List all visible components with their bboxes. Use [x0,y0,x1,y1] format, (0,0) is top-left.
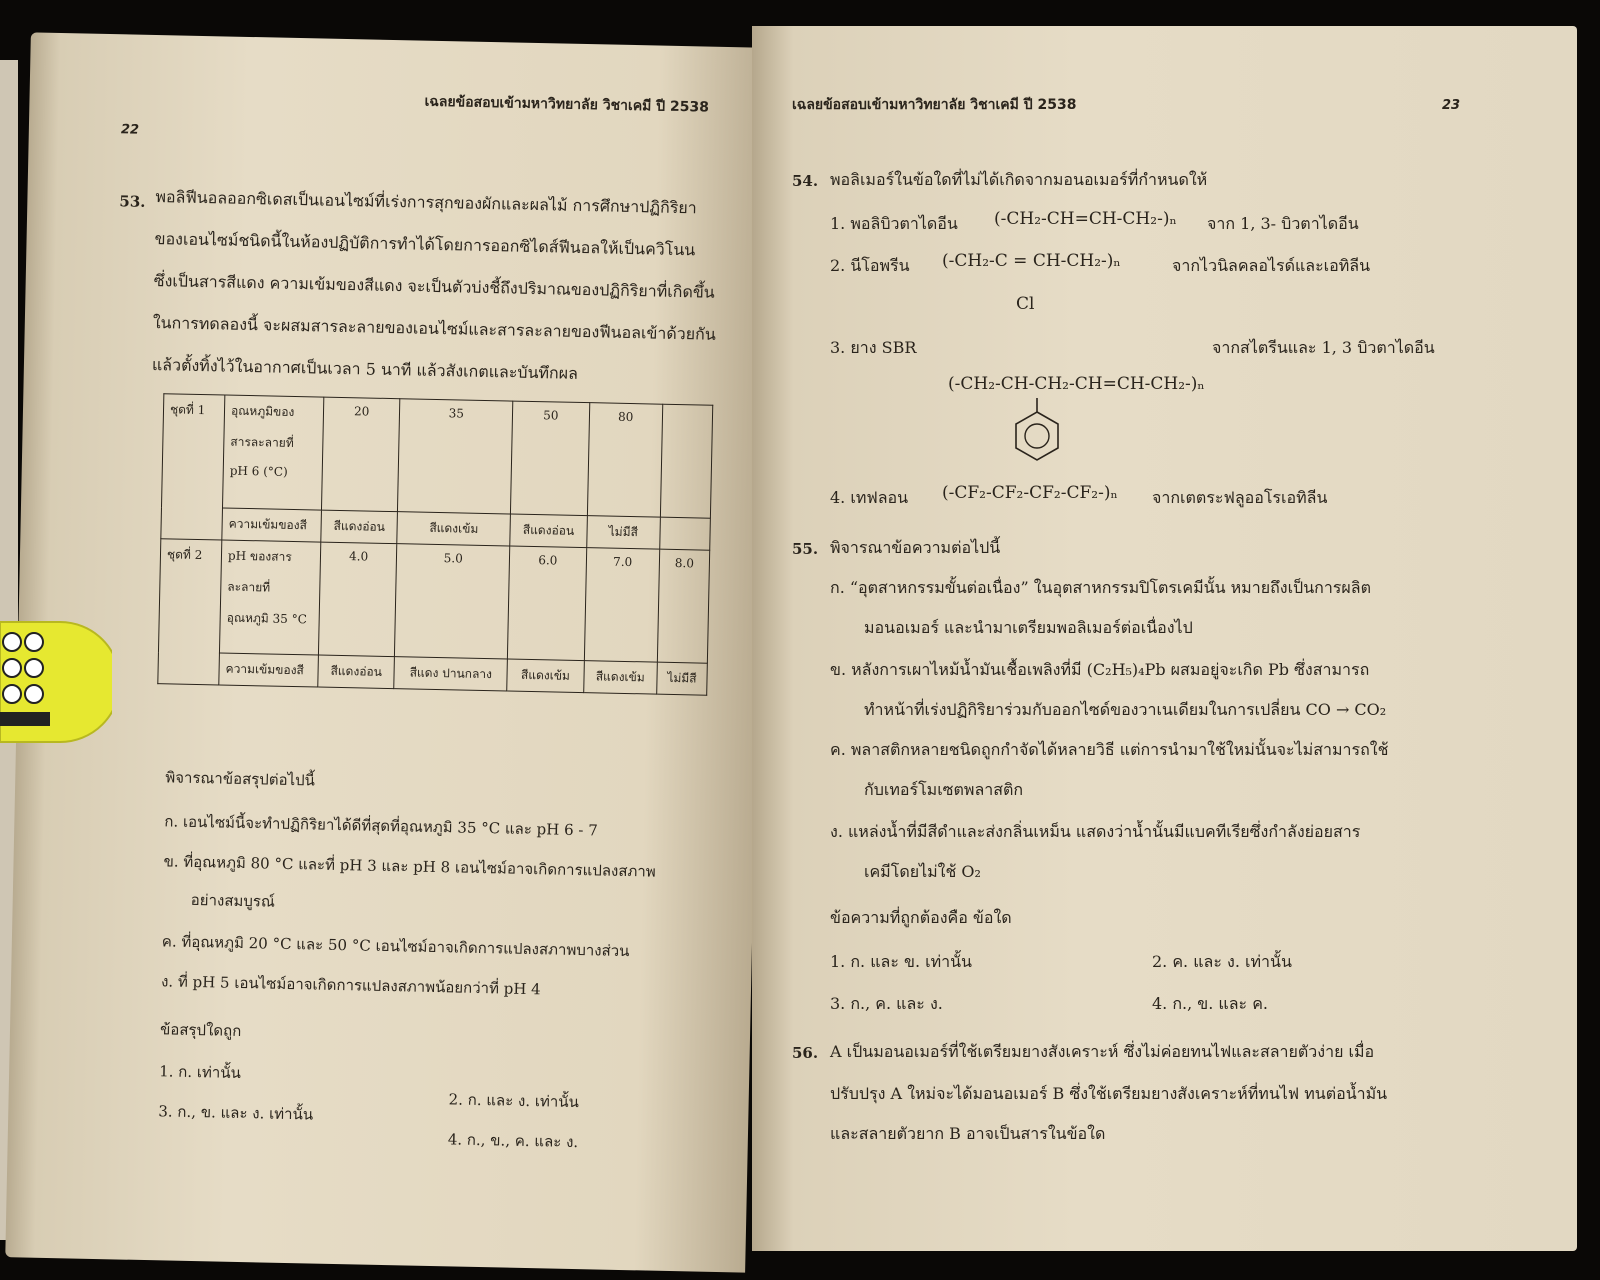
q55-line-d: ง. แหล่งน้ำที่มีสีดำและส่งกลิ่นเหม็น แสดงว่าน้ำนั้นมีแบคทีเรียซึ่งกำลังย่อยสาร [830,822,1361,841]
set2-row-label-line: อุณหภูมิ 35 °C [226,610,307,627]
set2-row-label [219,540,320,655]
q53-line-1: พอลิฟีนอลออกซิเดสเป็นเอนไซม์ที่เร่งการสุกของผักและผลไม้ การศึกษาปฏิกิริยา [155,187,697,218]
choice-4: 4. ก., ข., ค. และ ง. [447,1130,579,1152]
q55-choice-3: 3. ก., ค. และ ง. [830,994,943,1013]
statement-c: ค. ที่อุณหภูมิ 20 °C และ 50 °C เอนไซม์อาจเกิดการแปลงสภาพบางส่วน [161,932,630,961]
q55-line-c: ค. พลาสติกหลายชนิดถูกกำจัดได้หลายวิธี แต่การนำมาใช้ใหม่นั้นจะไม่สามารถใช้ [830,740,1389,759]
set1-row-label-line: อุณหภูมิของ [230,403,295,419]
set2-color-label: ความเข้มของสี [219,653,319,687]
bookmark-clip-icon [0,612,112,762]
q55-stem: พิจารณาข้อความต่อไปนี้ [830,538,1001,557]
statement-b: ข. ที่อุณหภูมิ 80 °C และที่ pH 3 และ pH 8 เอนไซม์อาจเกิดการแปลงสภาพ [163,852,656,881]
q54-choice-4-formula: (-CF₂-CF₂-CF₂-CF₂-)ₙ [942,483,1118,503]
table-cell: ไม่มีสี [657,662,708,695]
table-cell: 20 [321,397,400,512]
left-running-header: เฉลยข้อสอบเข้ามหาวิทยาลัย วิชาเคมี ปี 2538 [424,93,710,116]
q55-which-correct: ข้อความที่ถูกต้องคือ ข้อใด [830,908,1012,927]
set2-row-label-line: pH ของสาร [227,548,292,564]
table-cell: สีแดงอ่อน [321,510,398,544]
q54-choice-1-suffix: จาก 1, 3- บิวตาไดอีน [1207,214,1359,233]
q55-choice-2: 2. ค. และ ง. เท่านั้น [1152,952,1292,971]
statement-b-cont: อย่างสมบูรณ์ [190,890,276,911]
q54-choice-3-prefix: 3. ยาง SBR [830,338,917,357]
table-cell: สีแดงเข้ม [397,512,511,546]
q55-line-b-cont: ทำหน้าที่เร่งปฏิกิริยาร่วมกับออกไซด์ของวาเนเดียมในการเปลี่ยน CO → CO₂ [864,700,1387,719]
q55-line-c-cont: กับเทอร์โมเซตพลาสติก [864,780,1024,799]
q55-line-a: ก. “อุตสาหกรรมขั้นต่อเนื่อง” ในอุตสาหกรรมปิโตรเคมีนั้น หมายถึงเป็นการผลิต [830,578,1371,597]
q54-choice-1-prefix: 1. พอลิบิวตาไดอีน [830,214,958,233]
q54-choice-2-cl: Cl [1016,294,1035,314]
set2-label: ชุดที่ 2 [158,539,222,685]
q55-line-d-cont: เคมีโดยไม่ใช้ O₂ [864,862,981,881]
q54-choice-2-prefix: 2. นีโอพรีน [830,256,910,275]
table-cell: 7.0 [584,548,660,663]
set1-row-label-line: pH 6 (°C) [229,463,288,479]
q53-number: 53. [119,192,146,211]
q54-choice-1-formula: (-CH₂-CH=CH-CH₂-)ₙ [994,209,1177,229]
choice-3: 3. ก., ข. และ ง. เท่านั้น [158,1102,314,1124]
q54-choice-4-suffix: จากเตตระฟลูออโรเอทิลีน [1152,488,1328,507]
q54-stem: พอลิเมอร์ในข้อใดที่ไม่ได้เกิดจากมอนอเมอร์ที่กำหนดให้ [830,170,1208,189]
table-cell: 5.0 [395,544,510,659]
q53-line-5: แล้วตั้งทิ้งไว้ในอากาศเป็นเวลา 5 นาที แล้วสังเกตและบันทึกผล [151,354,579,383]
q55-choice-1: 1. ก. และ ข. เท่านั้น [830,952,972,971]
table-cell: 80 [587,403,663,518]
left-page-number: 22 [120,122,140,138]
table-row [158,539,709,663]
right-page [752,26,1577,1251]
table-cell: สีแดงอ่อน [510,514,587,548]
table-cell: สีแดงเข้ม [507,659,584,693]
table-cell: 35 [398,399,513,514]
which-correct: ข้อสรุปใดถูก [159,1020,242,1041]
table-cell: 8.0 [657,549,709,663]
q54-choice-3-suffix: จากสไตรีนและ 1, 3 บิวตาไดอีน [1212,338,1435,357]
set1-label: ชุดที่ 1 [161,394,225,540]
table-cell: สีแดงเข้ม [583,661,657,695]
choice-2: 2. ก. และ ง. เท่านั้น [448,1090,580,1112]
left-page [5,32,770,1272]
benzene-ring-icon [1010,398,1064,468]
q53-line-3: ซึ่งเป็นสารสีแดง ความเข้มของสีแดง จะเป็นตัวบ่งชี้ถึงปริมาณของปฏิกิริยาที่เกิดขึ้น [153,271,715,302]
table-cell [660,404,712,518]
q56-line-1: A เป็นมอนอเมอร์ที่ใช้เตรียมยางสังเคราะห์ ซึ่งไม่ค่อยทนไฟและสลายตัวง่าย เมื่อ [830,1042,1375,1061]
q54-choice-4-prefix: 4. เทฟลอน [830,488,909,507]
table-cell [660,517,711,550]
q54-choice-2-suffix: จากไวนิลคลอไรด์และเอทิลีน [1172,256,1371,275]
experiment-table [157,393,713,695]
q54-choice-3-formula: (-CH₂-CH-CH₂-CH=CH-CH₂-)ₙ [948,374,1205,394]
table-cell: ไม่มีสี [586,516,660,550]
table-row [162,394,713,518]
q56-line-3: และสลายตัวยาก B อาจเป็นสารในข้อใด [830,1124,1106,1143]
q55-line-a-cont: มอนอเมอร์ และนำมาเตรียมพอลิเมอร์ต่อเนื่องไป [864,618,1193,637]
consider-conclusions: พิจารณาข้อสรุปต่อไปนี้ [165,768,316,790]
right-page-number: 23 [1442,98,1461,113]
table-cell: 6.0 [508,546,587,661]
table-cell: 50 [511,401,590,516]
table-cell: สีแดง ปานกลาง [394,657,508,691]
right-running-header: เฉลยข้อสอบเข้ามหาวิทยาลัย วิชาเคมี ปี 2538 [792,97,1077,113]
choice-1: 1. ก. เท่านั้น [158,1062,242,1083]
q53-line-2: ของเอนไซม์ชนิดนี้ในห้องปฏิบัติการทำได้โดยการออกซิไดส์ฟีนอลให้เป็นควิโนน [154,229,696,260]
q54-choice-2-formula: (-CH₂-C = CH-CH₂-)ₙ [942,251,1121,271]
set2-row-label-line: ละลายที่ [227,579,271,595]
statement-a: ก. เอนไซม์นี้จะทำปฏิกิริยาได้ดีที่สุดที่อุณหภูมิ 35 °C และ pH 6 - 7 [164,812,598,840]
table-cell: สีแดงอ่อน [318,655,395,689]
q54-number: 54. [792,172,819,190]
set1-row-label [222,395,323,510]
statement-d: ง. ที่ pH 5 เอนไซม์อาจเกิดการแปลงสภาพน้อยกว่าที่ pH 4 [160,972,541,999]
q55-choice-4: 4. ก., ข. และ ค. [1152,994,1268,1013]
set1-color-label: ความเข้มของสี [222,508,322,542]
q56-line-2: ปรับปรุง A ใหม่จะได้มอนอเมอร์ B ซึ่งใช้เตรียมยางสังเคราะห์ที่ทนไฟ ทนต่อน้ำมัน [830,1084,1388,1103]
set1-row-label-line: สารละลายที่ [230,434,294,450]
q53-line-4: ในการทดลองนี้ จะผสมสารละลายของเอนไซม์และสารละลายของฟีนอลเข้าด้วยกัน [152,313,716,344]
q55-line-b: ข. หลังการเผาไหม้น้ำมันเชื้อเพลิงที่มี (C₂H₅)₄Pb ผสมอยู่จะเกิด Pb ซึ่งสามารถ [830,660,1370,679]
q55-number: 55. [792,540,819,558]
q56-number: 56. [792,1044,819,1062]
table-cell: 4.0 [318,542,397,657]
